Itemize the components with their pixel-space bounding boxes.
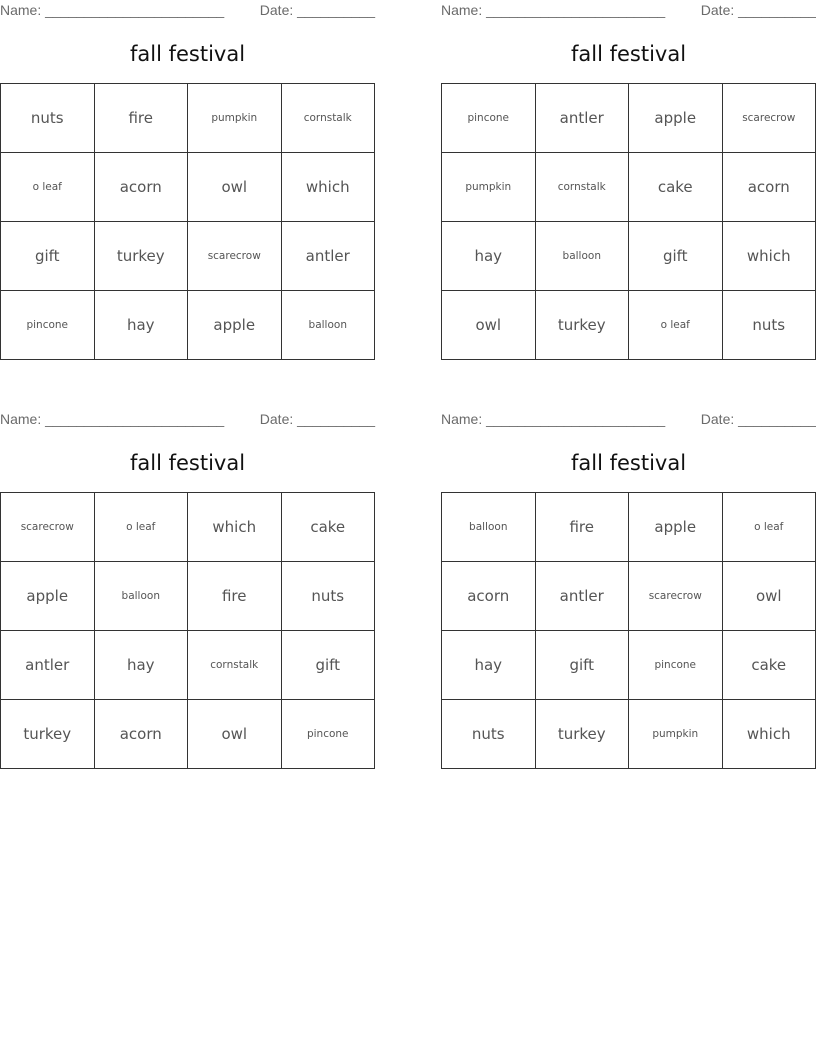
grid-row <box>442 562 816 631</box>
card-title: fall festival <box>570 42 687 66</box>
bingo-cell: acorn <box>94 700 188 769</box>
grid-row <box>1 493 375 562</box>
bingo-grid <box>0 83 375 360</box>
bingo-cell: o leaf <box>722 493 816 562</box>
bingo-cell: turkey <box>1 700 95 769</box>
bingo-cell: owl <box>188 700 282 769</box>
bingo-cell: fire <box>188 562 282 631</box>
grid-row <box>442 222 816 291</box>
bingo-cell: turkey <box>535 700 629 769</box>
bingo-card-2 <box>441 0 816 360</box>
bingo-cell: which <box>722 700 816 769</box>
bingo-cell: pincone <box>629 631 723 700</box>
bingo-cell: owl <box>442 291 536 360</box>
bingo-cell: pincone <box>442 84 536 153</box>
bingo-cell: apple <box>1 562 95 631</box>
bingo-cell: which <box>281 153 375 222</box>
grid-row <box>1 562 375 631</box>
bingo-cell: pincone <box>281 700 375 769</box>
grid-row <box>1 700 375 769</box>
bingo-cell: antler <box>535 84 629 153</box>
bingo-cell: turkey <box>535 291 629 360</box>
date-field[interactable]: Date: __________ <box>700 2 816 18</box>
bingo-cell: pumpkin <box>629 700 723 769</box>
bingo-cell: apple <box>188 291 282 360</box>
grid-row <box>1 222 375 291</box>
bingo-cell: scarecrow <box>629 562 723 631</box>
bingo-cell: cake <box>722 631 816 700</box>
bingo-cell: antler <box>535 562 629 631</box>
bingo-cell: balloon <box>94 562 188 631</box>
bingo-cell: cake <box>629 153 723 222</box>
bingo-cell: cornstalk <box>281 84 375 153</box>
bingo-grid <box>441 83 816 360</box>
bingo-cell: balloon <box>442 493 536 562</box>
name-field[interactable]: Name: _______________________ <box>441 411 666 427</box>
bingo-cell: gift <box>281 631 375 700</box>
name-field[interactable]: Name: _______________________ <box>441 2 666 18</box>
grid-row <box>442 700 816 769</box>
bingo-cell: pumpkin <box>188 84 282 153</box>
bingo-cell: nuts <box>281 562 375 631</box>
bingo-cell: o leaf <box>1 153 95 222</box>
bingo-cell: apple <box>629 493 723 562</box>
bingo-cell: scarecrow <box>1 493 95 562</box>
grid-row <box>442 493 816 562</box>
bingo-cell: o leaf <box>629 291 723 360</box>
card-header <box>441 409 816 431</box>
bingo-cell: scarecrow <box>188 222 282 291</box>
bingo-cell: nuts <box>442 700 536 769</box>
grid-row <box>1 631 375 700</box>
bingo-card-1 <box>0 0 375 360</box>
card-title: fall festival <box>129 451 246 475</box>
bingo-cell: pincone <box>1 291 95 360</box>
grid-row <box>442 153 816 222</box>
bingo-cell: acorn <box>722 153 816 222</box>
bingo-cell: acorn <box>94 153 188 222</box>
grid-row <box>1 84 375 153</box>
grid-row <box>442 84 816 153</box>
bingo-grid <box>441 492 816 769</box>
bingo-cell: hay <box>442 631 536 700</box>
bingo-cell: which <box>188 493 282 562</box>
bingo-grid <box>0 492 375 769</box>
bingo-cell: gift <box>1 222 95 291</box>
bingo-cell: which <box>722 222 816 291</box>
bingo-cell: gift <box>629 222 723 291</box>
bingo-cell: cornstalk <box>535 153 629 222</box>
name-field[interactable]: Name: _______________________ <box>0 411 225 427</box>
bingo-cell: fire <box>94 84 188 153</box>
card-title: fall festival <box>570 451 687 475</box>
name-field[interactable]: Name: _______________________ <box>0 2 225 18</box>
grid-row <box>1 153 375 222</box>
bingo-cell: turkey <box>94 222 188 291</box>
bingo-cell: acorn <box>442 562 536 631</box>
grid-row <box>442 631 816 700</box>
bingo-cell: pumpkin <box>442 153 536 222</box>
bingo-cell: fire <box>535 493 629 562</box>
date-field[interactable]: Date: __________ <box>700 411 816 427</box>
bingo-cell: gift <box>535 631 629 700</box>
bingo-cell: hay <box>94 291 188 360</box>
bingo-cell: balloon <box>281 291 375 360</box>
bingo-cell: nuts <box>722 291 816 360</box>
bingo-card-3 <box>0 409 375 769</box>
grid-row <box>1 291 375 360</box>
bingo-cell: cake <box>281 493 375 562</box>
bingo-cell: owl <box>722 562 816 631</box>
bingo-cell: scarecrow <box>722 84 816 153</box>
bingo-cell: hay <box>442 222 536 291</box>
card-header <box>441 0 816 22</box>
bingo-cell: owl <box>188 153 282 222</box>
card-header <box>0 0 375 22</box>
date-field[interactable]: Date: __________ <box>259 411 375 427</box>
card-title: fall festival <box>129 42 246 66</box>
bingo-cell: cornstalk <box>188 631 282 700</box>
bingo-cell: apple <box>629 84 723 153</box>
bingo-cell: antler <box>281 222 375 291</box>
bingo-cell: antler <box>1 631 95 700</box>
bingo-cell: balloon <box>535 222 629 291</box>
bingo-card-4 <box>441 409 816 769</box>
card-header <box>0 409 375 431</box>
date-field[interactable]: Date: __________ <box>259 2 375 18</box>
bingo-cell: o leaf <box>94 493 188 562</box>
bingo-cell: hay <box>94 631 188 700</box>
bingo-cell: nuts <box>1 84 95 153</box>
grid-row <box>442 291 816 360</box>
